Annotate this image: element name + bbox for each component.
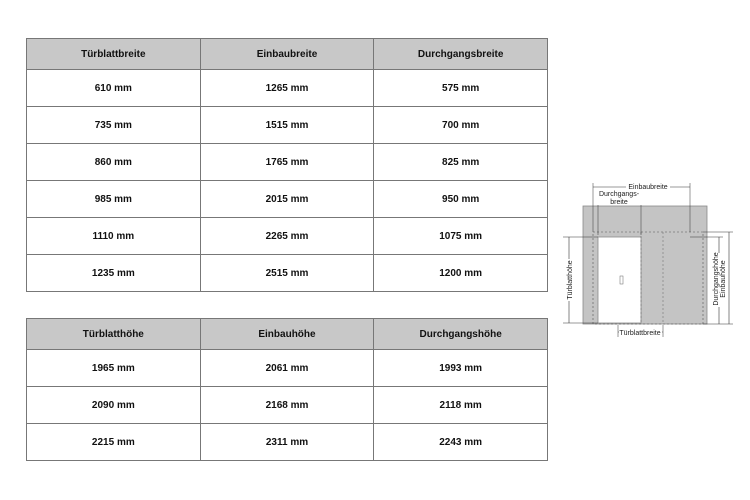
table-cell: 735 mm [27, 107, 201, 144]
table-row [27, 181, 548, 218]
table-cell: 2515 mm [200, 255, 374, 292]
label-durchgangsbreite-line1: Durchgangs- [598, 191, 640, 198]
table-row [27, 387, 548, 424]
table-cell: 2061 mm [200, 350, 374, 387]
width-table [26, 38, 548, 292]
table-row [27, 255, 548, 292]
table-row [27, 144, 548, 181]
table-row [27, 350, 548, 387]
label-tuerblatthoehe: Türblatthöhe [567, 260, 574, 300]
door-handle [620, 276, 623, 284]
table-row [27, 70, 548, 107]
width-table-header-row [27, 39, 548, 70]
table-cell: 2118 mm [374, 387, 548, 424]
table-cell: 1515 mm [200, 107, 374, 144]
header-einbauhoehe: Einbauhöhe [200, 319, 374, 350]
table-cell: 825 mm [374, 144, 548, 181]
table-cell: 2015 mm [200, 181, 374, 218]
height-table [26, 318, 548, 461]
table-cell: 2090 mm [27, 387, 201, 424]
table-cell: 2243 mm [374, 424, 548, 461]
door-leaf [598, 237, 641, 323]
table-cell: 1265 mm [200, 70, 374, 107]
table-cell: 1965 mm [27, 350, 201, 387]
table-cell: 1765 mm [200, 144, 374, 181]
table-row [27, 218, 548, 255]
table-row [27, 107, 548, 144]
table-cell: 575 mm [374, 70, 548, 107]
table-cell: 1110 mm [27, 218, 201, 255]
label-tuerblattbreite: Türblattbreite [619, 330, 661, 337]
header-tuerblattbreite: Türblattbreite [27, 39, 201, 70]
table-cell: 2265 mm [200, 218, 374, 255]
header-durchgangshoehe: Durchgangshöhe [374, 319, 548, 350]
table-cell: 1075 mm [374, 218, 548, 255]
door-dimension-diagram [553, 175, 743, 343]
table-cell: 985 mm [27, 181, 201, 218]
label-durchgangshoehe: Durchgangshöhe [713, 252, 720, 306]
label-durchgangsbreite-line2: breite [610, 199, 628, 206]
table-row [27, 424, 548, 461]
header-tuerblatthoehe: Türblatthöhe [27, 319, 201, 350]
table-cell: 860 mm [27, 144, 201, 181]
table-cell: 1200 mm [374, 255, 548, 292]
table-cell: 2168 mm [200, 387, 374, 424]
table-cell: 1993 mm [374, 350, 548, 387]
label-einbaubreite: Einbaubreite [628, 184, 668, 191]
height-table-header-row [27, 319, 548, 350]
table-cell: 1235 mm [27, 255, 201, 292]
header-durchgangsbreite: Durchgangsbreite [374, 39, 548, 70]
table-cell: 610 mm [27, 70, 201, 107]
label-einbauhoehe: Einbauhöhe [720, 260, 727, 298]
table-cell: 2215 mm [27, 424, 201, 461]
table-cell: 700 mm [374, 107, 548, 144]
header-einbaubreite: Einbaubreite [200, 39, 374, 70]
table-cell: 950 mm [374, 181, 548, 218]
table-cell: 2311 mm [200, 424, 374, 461]
